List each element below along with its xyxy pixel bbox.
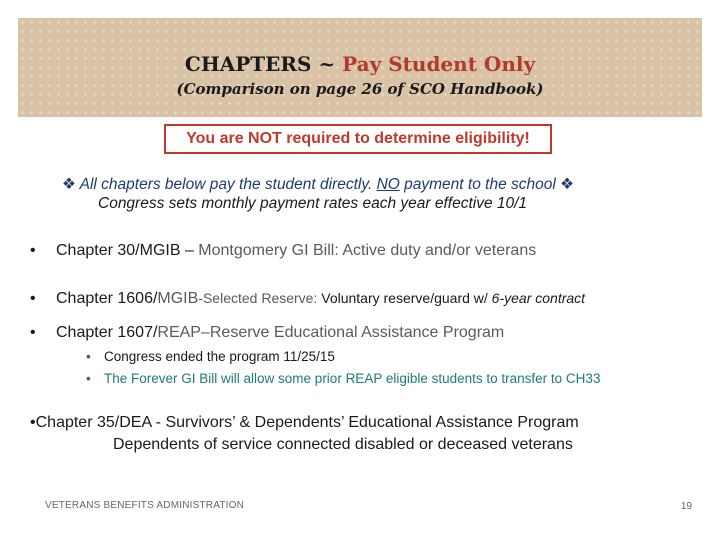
intro-no-emphasis: NO [376, 176, 400, 193]
ch1607-label: Chapter 1607/ [56, 324, 158, 341]
ch35-label: Chapter 35/DEA [35, 414, 152, 431]
bullet-icon: • [30, 290, 36, 307]
page-title [0, 52, 720, 76]
diamond-bullet-icon: ❖ [62, 176, 76, 193]
page-number: 19 [680, 501, 692, 512]
sub-item-forever-gi-bill [86, 371, 600, 386]
sub-item-program-ended [86, 349, 335, 364]
list-item-ch35 [30, 414, 579, 432]
ch1606-contract: 6-year contract [491, 290, 586, 306]
title-accent: Pay Student Only [342, 52, 536, 76]
page-subtitle: (Comparison on page 26 of SCO Handbook) [176, 80, 544, 98]
bullet-icon: • [30, 414, 36, 431]
bullet-icon: • [30, 242, 36, 259]
intro-line-1 [62, 175, 702, 194]
list-item-ch1607 [30, 324, 504, 342]
ch35-name: - Survivors’ & Dependents’ Educational Assistance Program [151, 414, 579, 431]
ch1606-type: -Selected Reserve: [198, 290, 318, 306]
title-main: CHAPTERS ~ [184, 52, 343, 76]
list-item-ch30 [30, 242, 536, 260]
footer-org: VETERANS BENEFITS ADMINISTRATION [45, 500, 245, 511]
ch35-description: Dependents of service connected disabled or deceased veterans [113, 436, 573, 453]
eligibility-notice: You are NOT required to determine eligibility! [164, 124, 552, 154]
list-item-ch1606 [30, 290, 585, 308]
bullet-icon: • [86, 371, 91, 386]
bullet-icon: • [86, 349, 91, 364]
ch1606-label: Chapter 1606/ [56, 290, 158, 307]
ch1607-name: REAP–Reserve Educational Assistance Program [157, 324, 505, 341]
intro-text-a: All chapters below pay the student directly. [79, 176, 377, 193]
ch30-label: Chapter 30/MGIB – [56, 242, 199, 259]
sub-item-text: The Forever GI Bill will allow some prior REAP eligible students to transfer to CH33 [104, 371, 601, 386]
sub-item-text: Congress ended the program 11/25/15 [104, 349, 335, 364]
ch1606-name: MGIB [157, 290, 199, 307]
bullet-icon: • [30, 324, 36, 341]
intro-line-2: Congress sets monthly payment rates each year effective 10/1 [98, 195, 528, 212]
ch30-desc: ctive duty and/or veterans [353, 242, 537, 259]
diamond-bullet-icon: ❖ [560, 176, 575, 193]
ch30-name: Montgomery GI Bill: A [198, 242, 354, 259]
intro-text-b: payment to the school [399, 176, 556, 193]
ch1606-desc: Voluntary reserve/guard w/ [317, 290, 492, 306]
